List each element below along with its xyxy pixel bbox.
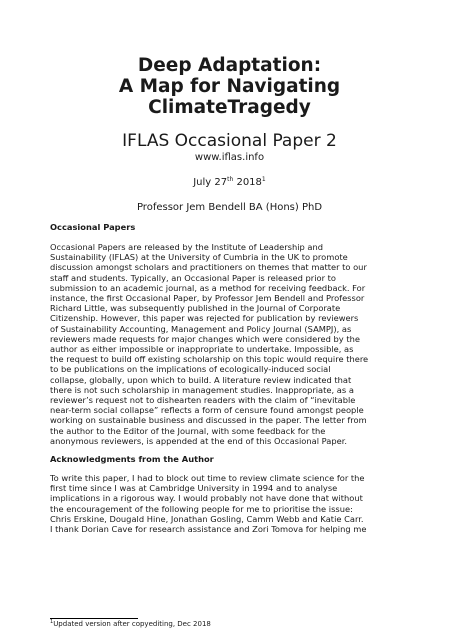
text-line: to be publications on the implications of ecologically-induced social: [50, 364, 331, 375]
publication-date: [50, 177, 409, 189]
text-line: Citizenship. However, this paper was rejected for publication by reviewers: [50, 313, 359, 324]
text-line: Richard Little, was subsequently published in the Journal of Corporate: [50, 303, 341, 314]
date-day: July 27: [193, 177, 228, 188]
paper-series-title: IFLAS Occasional Paper 2: [122, 131, 337, 151]
text-line: Sustainability (IFLAS) at the University of Cumbria in the UK to promote: [50, 252, 348, 263]
text-line: instance, the first Occasional Paper, by Professor Jem Bendell and Professor: [50, 293, 365, 304]
paragraph-occasional-papers: [50, 242, 409, 446]
text-line: first time since I was at Cambridge University in 1994 and to analyse: [50, 483, 338, 494]
paragraph-acknowledgments: [50, 473, 409, 534]
text-line: submission to an academic journal, as a method for receiving feedback. For: [50, 282, 366, 293]
text-line: Chris Erskine, Dougald Hine, Jonathan Gosling, Camm Webb and Katie Carr.: [50, 513, 364, 524]
text-line: author as either impossible or inappropriate to undertake. Impossible, as: [50, 344, 354, 355]
footnote: [50, 620, 211, 629]
website-url: www.iflas.info: [194, 152, 265, 163]
text-line: the request to build off existing scholarship on this topic would require there: [50, 354, 369, 365]
footnote-mark: 1: [50, 619, 54, 625]
text-line: near-term social collapse” reflects a form of censure found amongst people: [50, 405, 364, 416]
text-line: working on sustainable business and discussed in the paper. The letter from: [50, 415, 367, 426]
text-line: discussion amongst scholars and practitioners on themes that matter to our: [50, 262, 367, 273]
title-line: Deep Adaptation:: [137, 55, 322, 76]
footnote-text: Updated version after copyediting, Dec 2018: [53, 620, 211, 628]
text-line: reviewer’s request not to dishearten readers with the claim of “inevitable: [50, 395, 356, 406]
text-line: the author to the Editor of the Journal, with some feedback for the: [50, 425, 326, 436]
text-line: there is not such scholarship in management studies. Inappropriate, as a: [50, 384, 354, 395]
text-line: I thank Dorian Cave for research assistance and Zori Tomova for helping me: [50, 524, 367, 535]
text-line: staff and students. Typically, an Occasional Paper is released prior to: [50, 272, 336, 283]
section-heading-occasional-papers: Occasional Papers: [50, 222, 136, 232]
text-line: To write this paper, I had to block out time to review climate science for the: [50, 473, 365, 484]
text-line: reviewers made requests for major changes which were considered by the: [50, 333, 360, 344]
text-line: of Sustainability Accounting, Management and Policy Journal (SAMPJ), as: [50, 323, 352, 334]
text-line: collapse, globally, upon which to build. A literature review indicated that: [50, 374, 352, 385]
date-year: 2018: [233, 177, 262, 188]
footnote-reference: 1: [261, 176, 266, 183]
author-line: Professor Jem Bendell BA (Hons) PhD: [136, 202, 323, 213]
text-line: implications in a rigorous way. I would probably not have done that without: [50, 493, 363, 504]
date-ordinal: th: [227, 176, 234, 183]
title-line: A Map for Navigating: [118, 76, 341, 97]
title-line: ClimateTragedy: [148, 97, 311, 118]
text-line: the encouragement of the following people for me to prioritise the issue:: [50, 503, 353, 514]
section-heading-acknowledgments: Acknowledgments from the Author: [50, 454, 214, 465]
text-line: anonymous reviewers, is appended at the end of this Occasional Paper.: [50, 435, 348, 446]
document-title: [50, 0, 409, 118]
footnote-divider: [50, 618, 138, 619]
text-line: Occasional Papers are released by the Institute of Leadership and: [50, 242, 324, 252]
